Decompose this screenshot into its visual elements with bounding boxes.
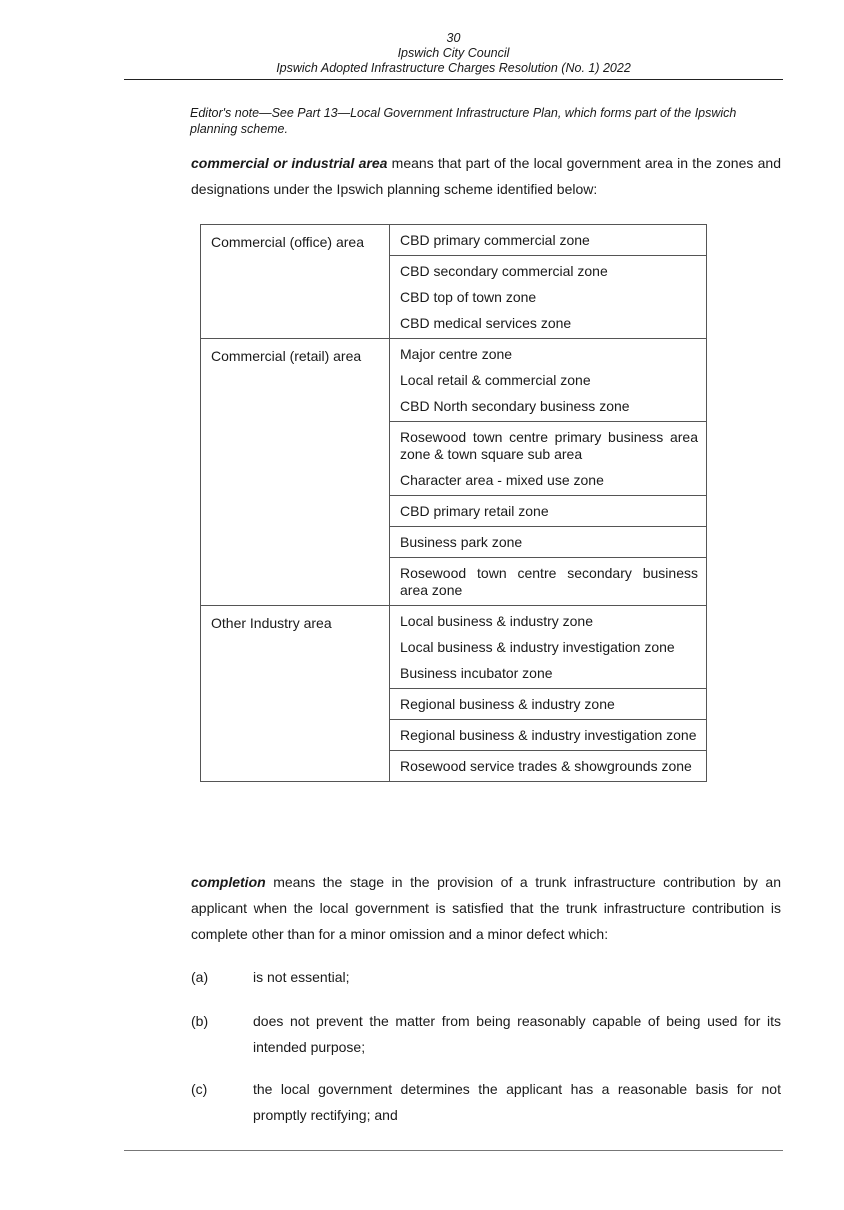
definition-term: completion bbox=[191, 874, 266, 890]
table-row bbox=[201, 339, 707, 422]
zone-name: Regional business & industry zone bbox=[400, 696, 615, 712]
table-row bbox=[201, 225, 707, 256]
zone-cell bbox=[390, 558, 707, 606]
zone-name: Rosewood service trades & showgrounds zone bbox=[400, 758, 692, 774]
list-item-label: (a) bbox=[191, 969, 209, 985]
zone-name: CBD primary commercial zone bbox=[400, 232, 590, 248]
zone-name: CBD primary retail zone bbox=[400, 503, 549, 519]
zone-name: Rosewood town centre secondary business area zone bbox=[400, 565, 698, 598]
category-cell: Commercial (retail) area bbox=[201, 339, 390, 606]
header-divider bbox=[124, 79, 783, 80]
zone-name: CBD secondary commercial zone bbox=[400, 263, 608, 279]
zone-name: Business incubator zone bbox=[400, 665, 553, 681]
zone-cell bbox=[390, 256, 707, 339]
editors-note: Editor's note—See Part 13—Local Government Infrastructure Plan, which forms part of the Ipswich planning scheme. bbox=[190, 106, 737, 136]
page-number: 30 bbox=[446, 31, 461, 45]
completion-definition bbox=[191, 869, 781, 947]
table-row bbox=[201, 606, 707, 689]
zone-name: Character area - mixed use zone bbox=[400, 472, 604, 488]
zone-name: Local business & industry zone bbox=[400, 613, 593, 629]
zone-name: CBD North secondary business zone bbox=[400, 398, 630, 414]
page-header bbox=[124, 31, 783, 76]
zone-cell bbox=[390, 496, 707, 527]
commercial-definition bbox=[191, 150, 781, 202]
document-title: Ipswich Adopted Infrastructure Charges Resolution (No. 1) 2022 bbox=[276, 61, 631, 75]
zone-cell bbox=[390, 339, 707, 422]
zone-cell bbox=[390, 527, 707, 558]
footer-divider bbox=[124, 1150, 783, 1151]
zone-name: Major centre zone bbox=[400, 346, 513, 362]
zone-name: Local business & industry investigation zone bbox=[400, 639, 675, 655]
zone-cell bbox=[390, 606, 707, 689]
list-item-text: does not prevent the matter from being reasonably capable of being used for its intended purpose; bbox=[253, 1013, 781, 1055]
zone-name: Rosewood town centre primary business area zone & town square sub area bbox=[400, 429, 698, 462]
zone-cell bbox=[390, 689, 707, 720]
definition-text: means that part of the local government area in the zones and designations under the Ipswich planning scheme identified below: bbox=[191, 155, 781, 197]
zone-cell bbox=[390, 720, 707, 751]
council-name: Ipswich City Council bbox=[397, 46, 510, 60]
category-cell: Commercial (office) area bbox=[201, 225, 390, 339]
list-item bbox=[191, 1076, 781, 1128]
category-cell: Other Industry area bbox=[201, 606, 390, 782]
zone-cell bbox=[390, 225, 707, 256]
zone-cell bbox=[390, 422, 707, 496]
list-item-text: the local government determines the applicant has a reasonable basis for not promptly rectifying; and bbox=[253, 1081, 781, 1123]
zone-name: Business park zone bbox=[400, 534, 523, 550]
zone-name: CBD top of town zone bbox=[400, 289, 537, 305]
zone-name: Local retail & commercial zone bbox=[400, 372, 591, 388]
definition-term: commercial or industrial area bbox=[191, 155, 388, 171]
definition-text: means the stage in the provision of a trunk infrastructure contribution by an applicant when the local government is satisfied that the trunk infrastructure contribution is complete other than for a minor omission and a minor defect which: bbox=[191, 874, 781, 942]
list-item-label: (b) bbox=[191, 1013, 209, 1029]
list-item bbox=[191, 1008, 781, 1060]
zone-name: CBD medical services zone bbox=[400, 315, 572, 331]
zone-cell bbox=[390, 751, 707, 782]
list-item-text: is not essential; bbox=[253, 969, 350, 985]
zone-name: Regional business & industry investigation zone bbox=[400, 727, 697, 743]
list-item-label: (c) bbox=[191, 1081, 208, 1097]
list-item bbox=[191, 964, 781, 990]
zone-table bbox=[200, 224, 707, 782]
